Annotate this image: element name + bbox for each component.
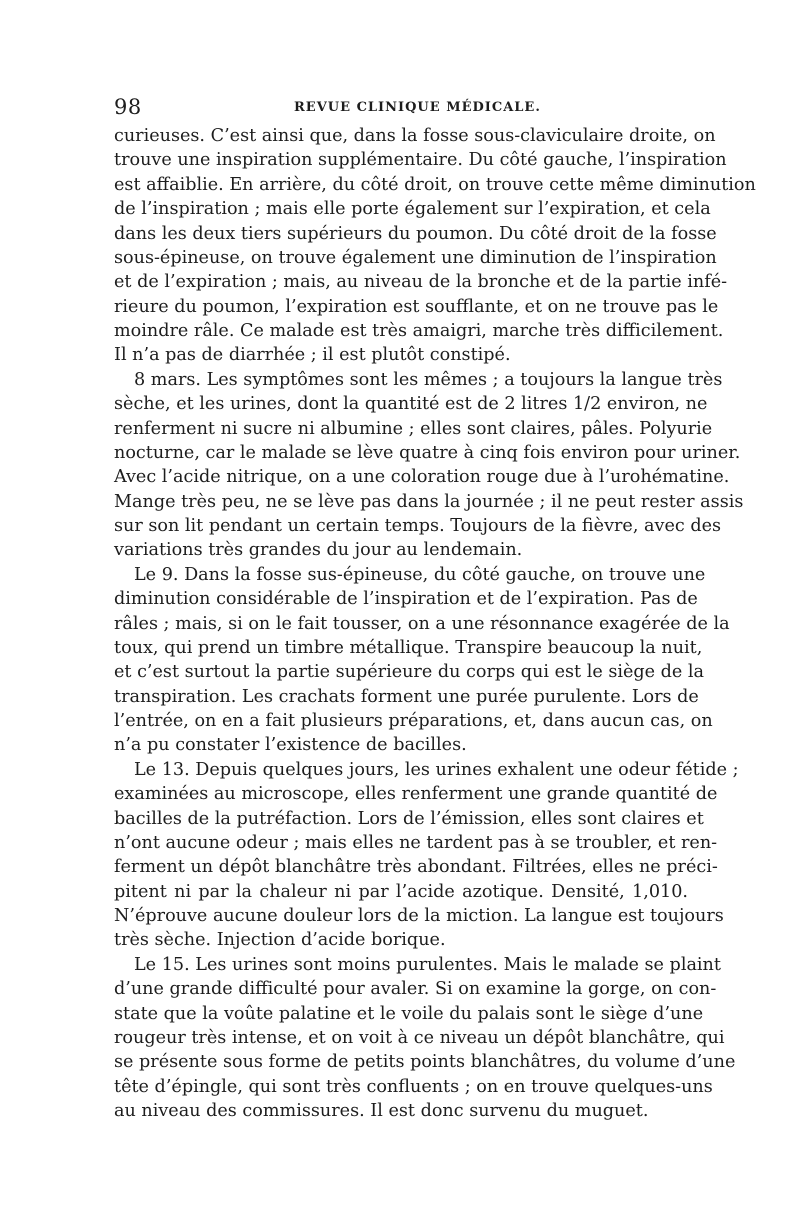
text-line: Le 13. Depuis quelques jours, les urines exhalent une odeur fétide ; bbox=[134, 759, 739, 780]
text-line: se présente sous forme de petits points blanchâtres, du volume d’une bbox=[114, 1052, 736, 1073]
text-line: transpiration. Les crachats forment une purée purulente. Lors de bbox=[114, 686, 699, 707]
text-line: toux, qui prend un timbre métallique. Transpire beaucoup la nuit, bbox=[114, 637, 703, 658]
text-line: variations très grandes du jour au lendemain. bbox=[114, 540, 523, 561]
text-line: est affaiblie. En arrière, du côté droit, on trouve cette même diminution bbox=[114, 174, 756, 195]
text-line: et de l’expiration ; mais, au niveau de la bronche et de la partie infé- bbox=[114, 272, 728, 293]
text-line: curieuses. C’est ainsi que, dans la fosse sous-claviculaire droite, on bbox=[114, 126, 716, 146]
text-line: n’ont aucune odeur ; mais elles ne tardent pas à se troubler, et ren- bbox=[114, 832, 718, 853]
text-line: tête d’épingle, qui sont très confluents ; on en trouve quelques-uns bbox=[114, 1076, 713, 1097]
text-line: Le 15. Les urines sont moins purulentes. Mais le malade se plaint bbox=[134, 954, 721, 975]
text-line: bacilles de la putréfaction. Lors de l’émission, elles sont claires et bbox=[114, 808, 704, 829]
running-head: REVUE CLINIQUE MÉDICALE. bbox=[294, 100, 541, 115]
text-line: sur son lit pendant un certain temps. Toujours de la fièvre, avec des bbox=[114, 516, 722, 536]
text-line: dans les deux tiers supérieurs du poumon. Du côté droit de la fosse bbox=[114, 223, 717, 244]
text-line: n’a pu constater l’existence de bacilles. bbox=[114, 735, 467, 756]
text-line: diminution considérable de l’inspiration et de l’expiration. Pas de bbox=[114, 589, 698, 610]
text-line: state que la voûte palatine et le voile du palais sont le siège d’une bbox=[114, 1003, 704, 1024]
page-number: 98 bbox=[114, 95, 142, 119]
text-line: très sèche. Injection d’acide borique. bbox=[114, 930, 446, 951]
text-line: rieure du poumon, l’expiration est soufflante, et on ne trouve pas le bbox=[114, 296, 719, 317]
book-page bbox=[114, 94, 756, 1123]
text-line: sous-épineuse, on trouve également une diminution de l’inspiration bbox=[114, 247, 717, 268]
text-line: et c’est surtout la partie supérieure du corps qui est le siège de la bbox=[114, 662, 705, 683]
text-line: de l’inspiration ; mais elle porte également sur l’expiration, et cela bbox=[114, 199, 711, 220]
text-line: 8 mars. Les symptômes sont les mêmes ; a toujours la langue très bbox=[134, 369, 723, 390]
text-line: nocturne, car le malade se lève quatre à cinq fois environ pour uriner. bbox=[114, 442, 741, 463]
text-line: moindre râle. Ce malade est très amaigri, marche très difficilement. bbox=[114, 321, 724, 341]
page-header bbox=[114, 94, 688, 124]
text-line: pitent ni par la chaleur ni par l’acide azotique. Densité, 1,010. bbox=[114, 881, 688, 902]
text-line: au niveau des commissures. Il est donc survenu du muguet. bbox=[114, 1101, 649, 1121]
text-line: Le 9. Dans la fosse sus-épineuse, du côté gauche, on trouve une bbox=[134, 564, 706, 585]
text-line: N’éprouve aucune douleur lors de la miction. La langue est toujours bbox=[114, 906, 724, 926]
text-line: Avec l’acide nitrique, on a une coloration rouge due à l’urohématine. bbox=[114, 467, 730, 488]
text-line: trouve une inspiration supplémentaire. Du côté gauche, l’inspiration bbox=[114, 150, 727, 171]
text-line: sèche, et les urines, dont la quantité est de 2 litres 1/2 environ, ne bbox=[114, 394, 708, 415]
text-line: râles ; mais, si on le fait tousser, on a une résonnance exagérée de la bbox=[114, 613, 730, 634]
body-text bbox=[114, 124, 756, 1123]
text-line: l’entrée, on en a fait plusieurs préparations, et, dans aucun cas, on bbox=[114, 711, 713, 731]
text-line: Mange très peu, ne se lève pas dans la journée ; il ne peut rester assis bbox=[114, 491, 744, 512]
text-line: rougeur très intense, et on voit à ce niveau un dépôt blanchâtre, qui bbox=[114, 1027, 725, 1048]
text-line: renferment ni sucre ni albumine ; elles sont claires, pâles. Polyurie bbox=[114, 418, 713, 439]
text-line: ferment un dépôt blanchâtre très abondant. Filtrées, elles ne préci- bbox=[114, 857, 718, 878]
text-line: Il n’a pas de diarrhée ; il est plutôt constipé. bbox=[114, 345, 511, 366]
text-line: d’une grande difficulté pour avaler. Si on examine la gorge, on con- bbox=[114, 979, 717, 1000]
text-line: examinées au microscope, elles renferment une grande quantité de bbox=[114, 784, 718, 805]
